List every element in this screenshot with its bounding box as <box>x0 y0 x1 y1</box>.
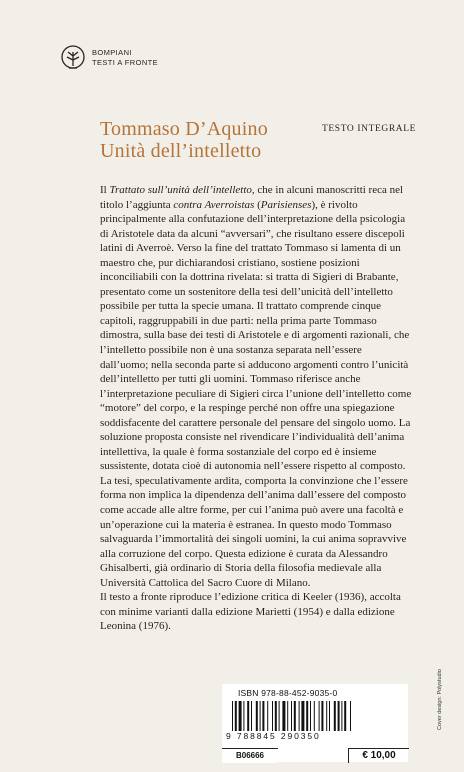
title-block <box>100 118 268 162</box>
publisher-line1: BOMPIANI <box>92 48 132 57</box>
book-author: Tommaso D’Aquino <box>100 118 268 140</box>
blurb-italic-variant: Parisienses <box>260 198 312 211</box>
edition-label: TESTO INTEGRALE <box>322 124 417 134</box>
publisher-name <box>92 48 158 68</box>
blurb-text: Il <box>100 184 110 196</box>
blurb-italic-subtitle: contra Averroistas <box>173 198 255 211</box>
publisher-line2: TESTI A FRONTE <box>92 58 159 67</box>
publisher-logo <box>60 40 170 76</box>
blurb-paragraph-1 <box>100 183 412 590</box>
barcode-bars <box>230 701 402 731</box>
blurb <box>100 183 412 634</box>
blurb-italic-title: Trattato sull’unità dell’intelletto <box>109 184 252 196</box>
book-title: Unità dell’intelletto <box>100 140 262 162</box>
price-label: € 10,00 <box>348 748 409 763</box>
blurb-text: , che in alcuni manoscritti reca nel titolo l’aggiunta <box>100 184 404 211</box>
blurb-paragraph-2: Il testo a fronte riproduce l’edizione critica di Keeler (1936), accolta con minime varianti dalla edizione Marietti (1954) e dalla edizione Leonina (1976). <box>100 591 401 633</box>
product-code: B06666 <box>222 748 278 763</box>
cover-credit: Cover design: Polystudio <box>437 669 443 730</box>
blurb-text: ), è rivolto principalmente alla confutazione dell’interpretazione della psicologia di Aristotele data da alcuni “avversari”, che risultano essere discepoli latini di Averroè. Verso la fine del trattato Tommaso si lamenta di un maestro che, pur dichiarandosi cristiano, sostiene posizioni inconciliabili con la dottrina rivelata: si tratta di Sigieri di Brabante, presentato come un sostenitore della tesi dell’unicità dell’intelletto possibile per tutta la specie umana. Il trattato comprende cinque capitoli, raggruppabili in due parti: nella prima parte Tommaso dimostra, sulla base dei testi di Aristotele e di argomenti razionali, che l’intelletto possibile non è una sostanza separata nell’essere dall’uomo; nella seconda parte si adducono argomenti contro l’unicità dell’intelletto per tutti gli uomini. Tommaso riferisce anche l’interpretazione peculiare di Sigieri circa l’unione dell’intelletto come “motore” del corpo, e la respinge perché non offre una spiegazione soddisfacente del carattere personale del pensare del singolo uomo. La soluzione proposta consiste nel rivendicare l’individualità dell’anima intellettiva, la quale è forma sostanziale del corpo ed è insieme sussistente, dotata cioè di autonomia nell’essere rispetto al composto. La tesi, speculativamente ardita, comporta la convinzione che l’essere forma non implica la dipendenza dell’anima dall’essere del composto come accade alle altre forme, per cui l’anima può avere una facoltà e un’operazione cui la materia è estranea. In questo modo Tommaso salvaguarda l’immortalità dei singoli uomini, la cui anima sopravvive alla corruzione del corpo. Questa edizione è curata da Alessandro Ghisalberti, già ordinario di Storia della filosofia medievale alla Università Cattolica del Sacro Cuore di Milano. <box>100 198 412 589</box>
bompiani-tree-icon <box>60 44 86 72</box>
barcode-digits: 9 788845 290350 <box>226 731 321 741</box>
blurb-text: ( <box>254 198 261 211</box>
isbn-label: ISBN 978-88-452-9035-0 <box>238 688 338 698</box>
